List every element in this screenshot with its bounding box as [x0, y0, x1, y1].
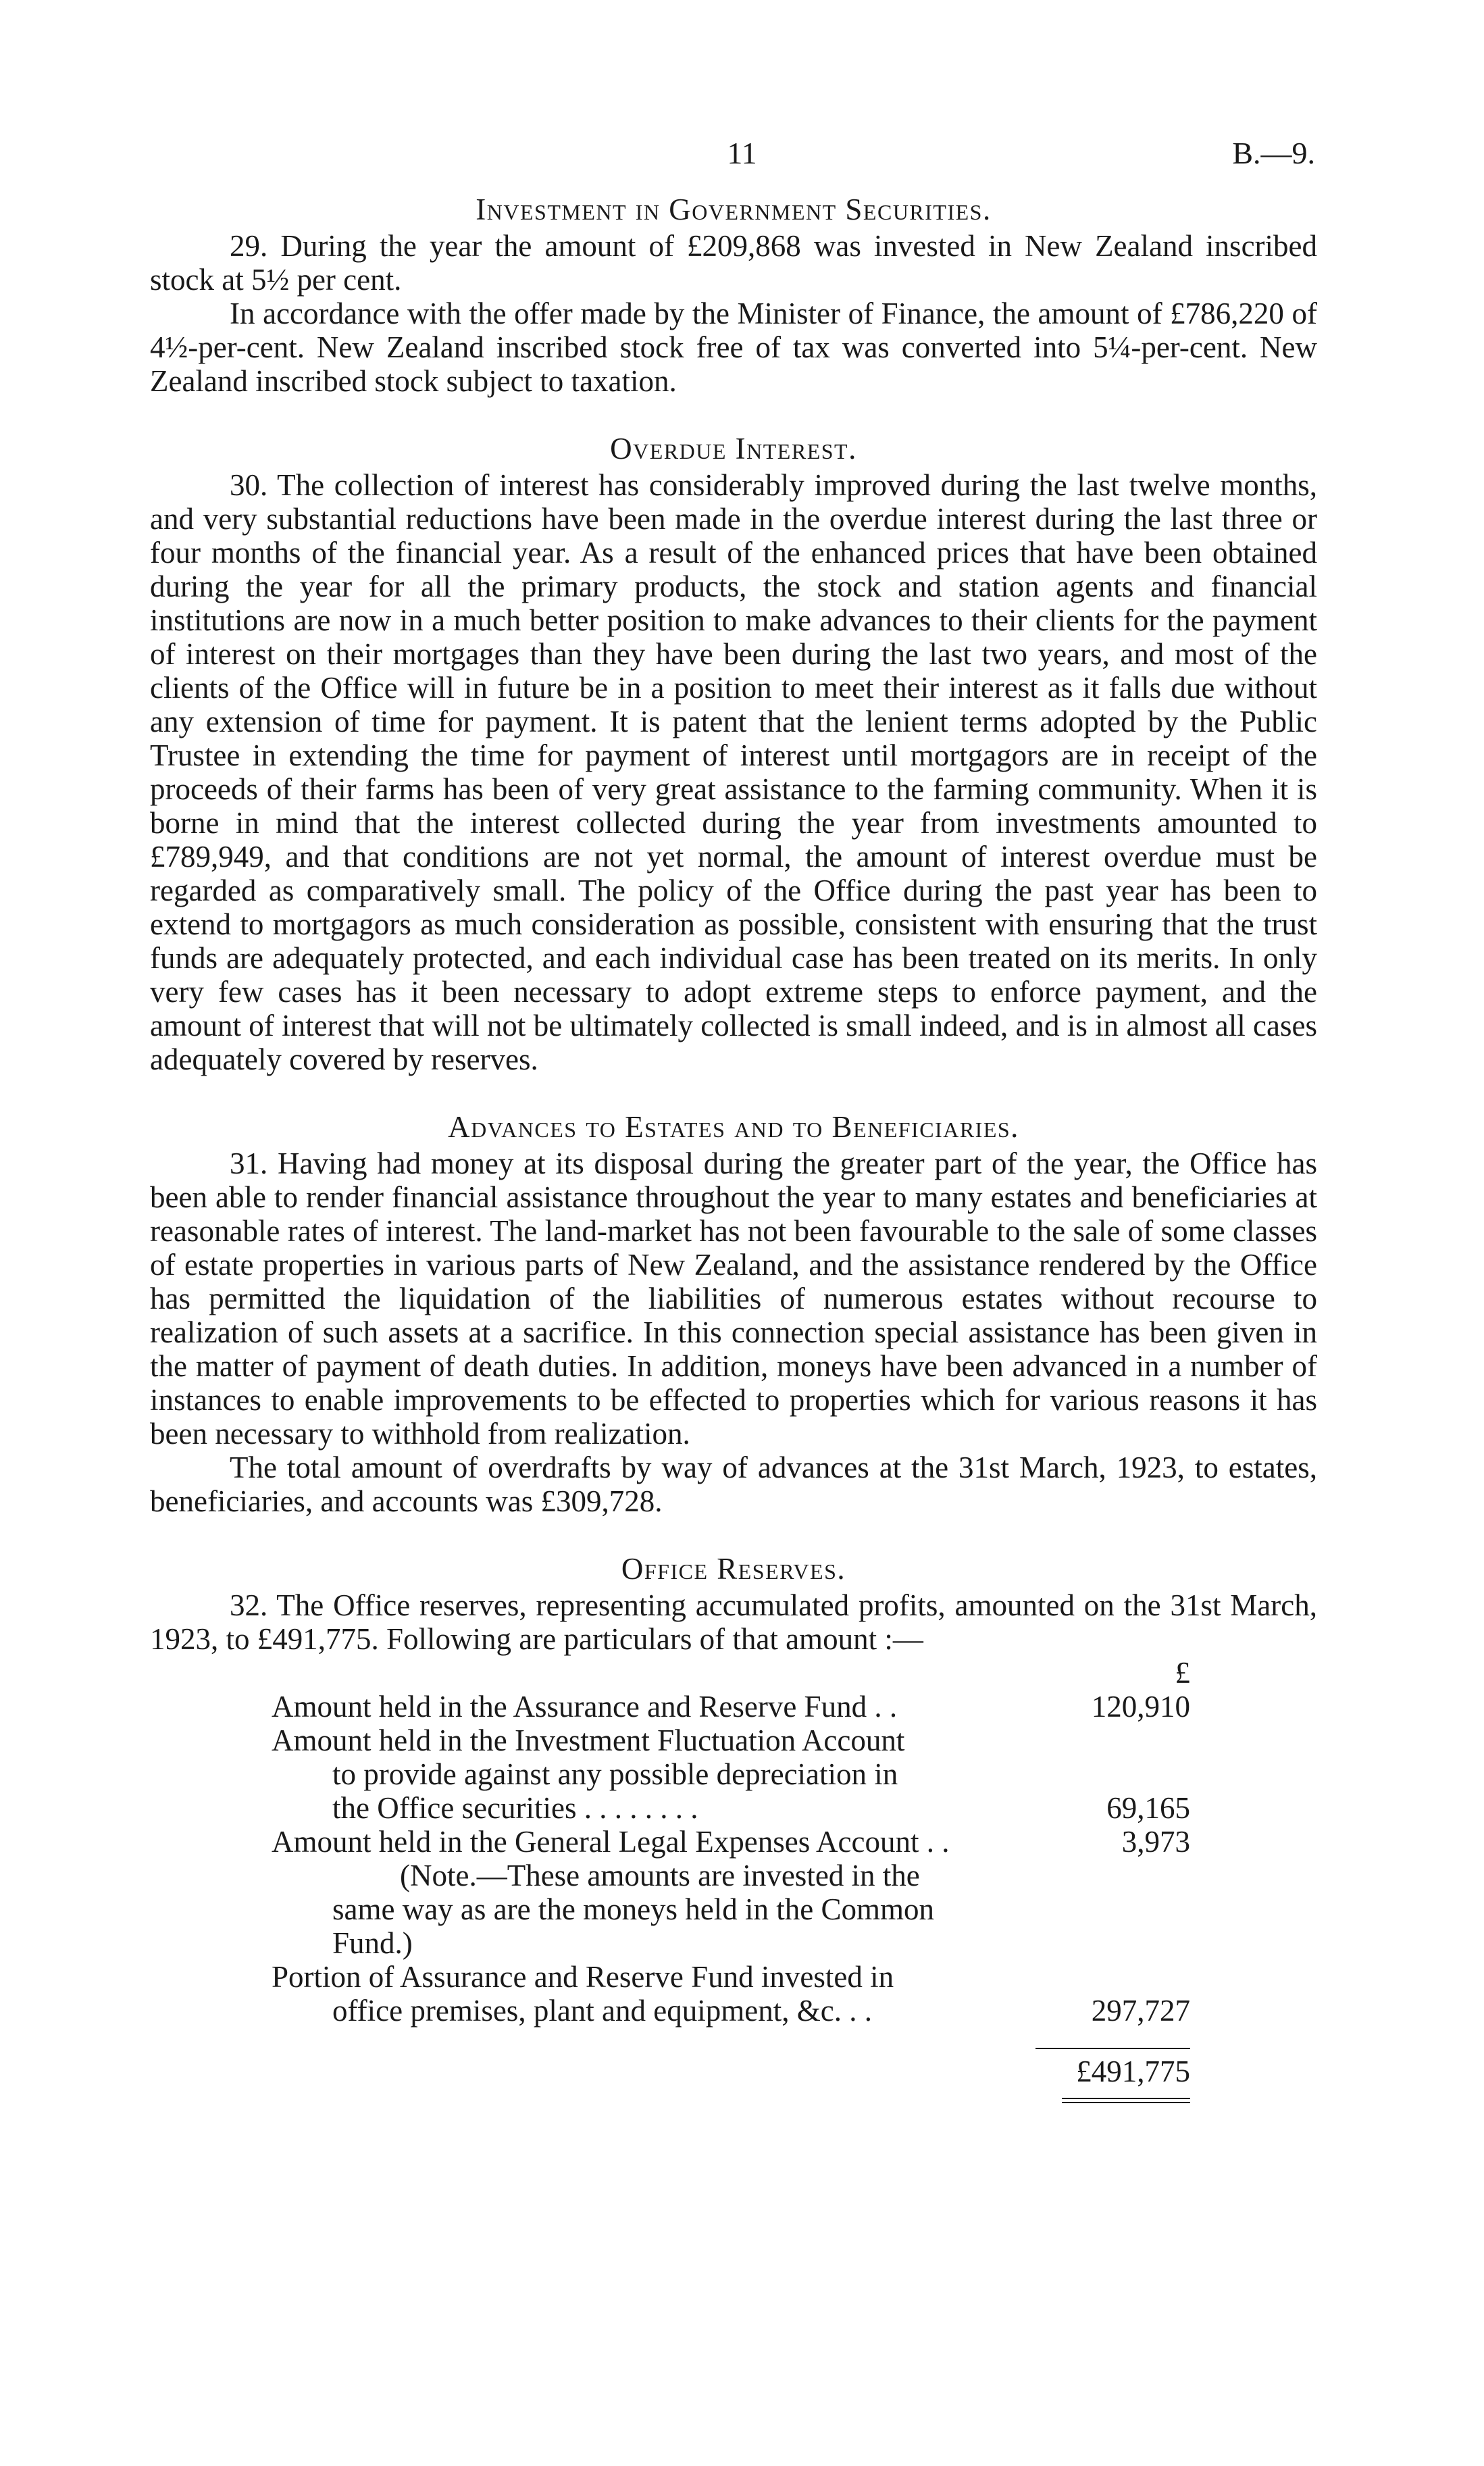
- row-amount: 297,727: [1091, 1994, 1190, 2028]
- double-underline: [1062, 2098, 1190, 2103]
- row-label: Amount held in the General Legal Expenses Account . .: [272, 1825, 950, 1859]
- row-label: Amount held in the Assurance and Reserve Fund . .: [272, 1690, 898, 1723]
- reserves-table: [272, 1656, 1190, 2103]
- row-amount: 120,910: [1091, 1690, 1190, 1723]
- table-row: [272, 1723, 1190, 1825]
- row-amount: 69,165: [1106, 1791, 1190, 1825]
- currency-symbol: £: [1175, 1656, 1190, 1690]
- paragraph-overdrafts: The total amount of overdrafts by way of advances at the 31st March, 1923, to estates, beneficiaries, and accounts was £309,728.: [150, 1451, 1317, 1518]
- document-reference: B.—9.: [1232, 136, 1315, 170]
- page-number: 11: [727, 136, 757, 170]
- table-row-note: [272, 1859, 1190, 1960]
- table-header-row: [272, 1656, 1190, 1690]
- paragraph-29: 29. During the year the amount of £209,868 was invested in New Zealand inscribed stock at 5½ per cent.: [150, 229, 1317, 297]
- row-label-line: the Office securities . . . . . . . .: [332, 1791, 698, 1825]
- section-heading-advances: Advances to Estates and to Beneficiaries.: [448, 1110, 1019, 1144]
- row-label-line: Portion of Assurance and Reserve Fund invested in: [272, 1960, 894, 1994]
- section-heading-overdue: Overdue Interest.: [610, 432, 857, 465]
- row-label-line: to provide against any possible depreciation in: [332, 1757, 898, 1791]
- page-body: [150, 193, 1317, 2103]
- table-total-row: [272, 2028, 1190, 2103]
- table-row: [272, 1690, 1190, 1723]
- total-amount: £491,775: [1035, 2048, 1190, 2088]
- paragraph-30: 30. The collection of interest has considerably improved during the last twelve months, and very substantial reductions have been made in the overdue interest during the last three or four months of the financial year. As a result of the enhanced prices that have been obtained during the year for all the primary products, the stock and station agents and financial institutions are now in a much better position to make advances to their clients for the payment of interest on their mortgages than they have been during the last two years, and most of the clients of the Office will in future be in a position to meet their interest as it falls due without any extension of time for payment. It is patent that the lenient terms adopted by the Public Trustee in extending the time for payment of interest until mortgagors are in receipt of the proceeds of their farms has been of very great assistance to the farming community. When it is borne in mind that the interest collected during the year from investments amounted to £789,949, and that conditions are not yet normal, the amount of interest overdue must be regarded as comparatively small. The policy of the Office during the past year has been to extend to mortgagors as much consideration as possible, consistent with ensuring that the trust funds are adequately protected, and each individual case has been treated on its merits. In only very few cases has it been necessary to adopt extreme steps to enforce payment, and the amount of interest that will not be ultimately collected is small indeed, and is in almost all cases adequately covered by reserves.: [150, 468, 1317, 1076]
- note-line: same way as are the moneys held in the Common: [332, 1892, 935, 1926]
- note-line: Fund.): [332, 1926, 413, 1960]
- table-row: [272, 1825, 1190, 1859]
- row-label-line: office premises, plant and equipment, &c. . .: [332, 1994, 872, 2028]
- row-amount: 3,973: [1121, 1825, 1190, 1859]
- table-row: [272, 1960, 1190, 2028]
- paragraph-conversion: In accordance with the offer made by the Minister of Finance, the amount of £786,220 of 4½-per-cent. New Zealand inscribed stock free of tax was converted into 5¼-per-cent. New Zealand inscribed stock subject to taxation.: [150, 297, 1317, 398]
- row-label-line: Amount held in the Investment Fluctuation Account: [272, 1723, 905, 1757]
- paragraph-31: 31. Having had money at its disposal during the greater part of the year, the Office has been able to render financial assistance throughout the year to many estates and beneficiaries at reasonable rates of interest. The land-market has not been favourable to the sale of some classes of estate properties in various parts of New Zealand, and the assistance rendered by the Office has permitted the liquidation of the liabilities of numerous estates without recourse to realization of such assets at a sacrifice. In this connection special assistance has been given in the matter of payment of death duties. In addition, moneys have been advanced in a number of instances to enable improvements to be effected to properties which for various reasons it has been necessary to withhold from realization.: [150, 1147, 1317, 1451]
- section-heading-investment: Investment in Government Securities.: [476, 193, 992, 226]
- note-line: (Note.—These amounts are invested in the: [400, 1859, 920, 1892]
- section-heading-reserves: Office Reserves.: [621, 1552, 846, 1586]
- paragraph-32: 32. The Office reserves, representing accumulated profits, amounted on the 31st March, 1923, to £491,775. Following are particulars of that amount :—: [150, 1588, 1317, 1656]
